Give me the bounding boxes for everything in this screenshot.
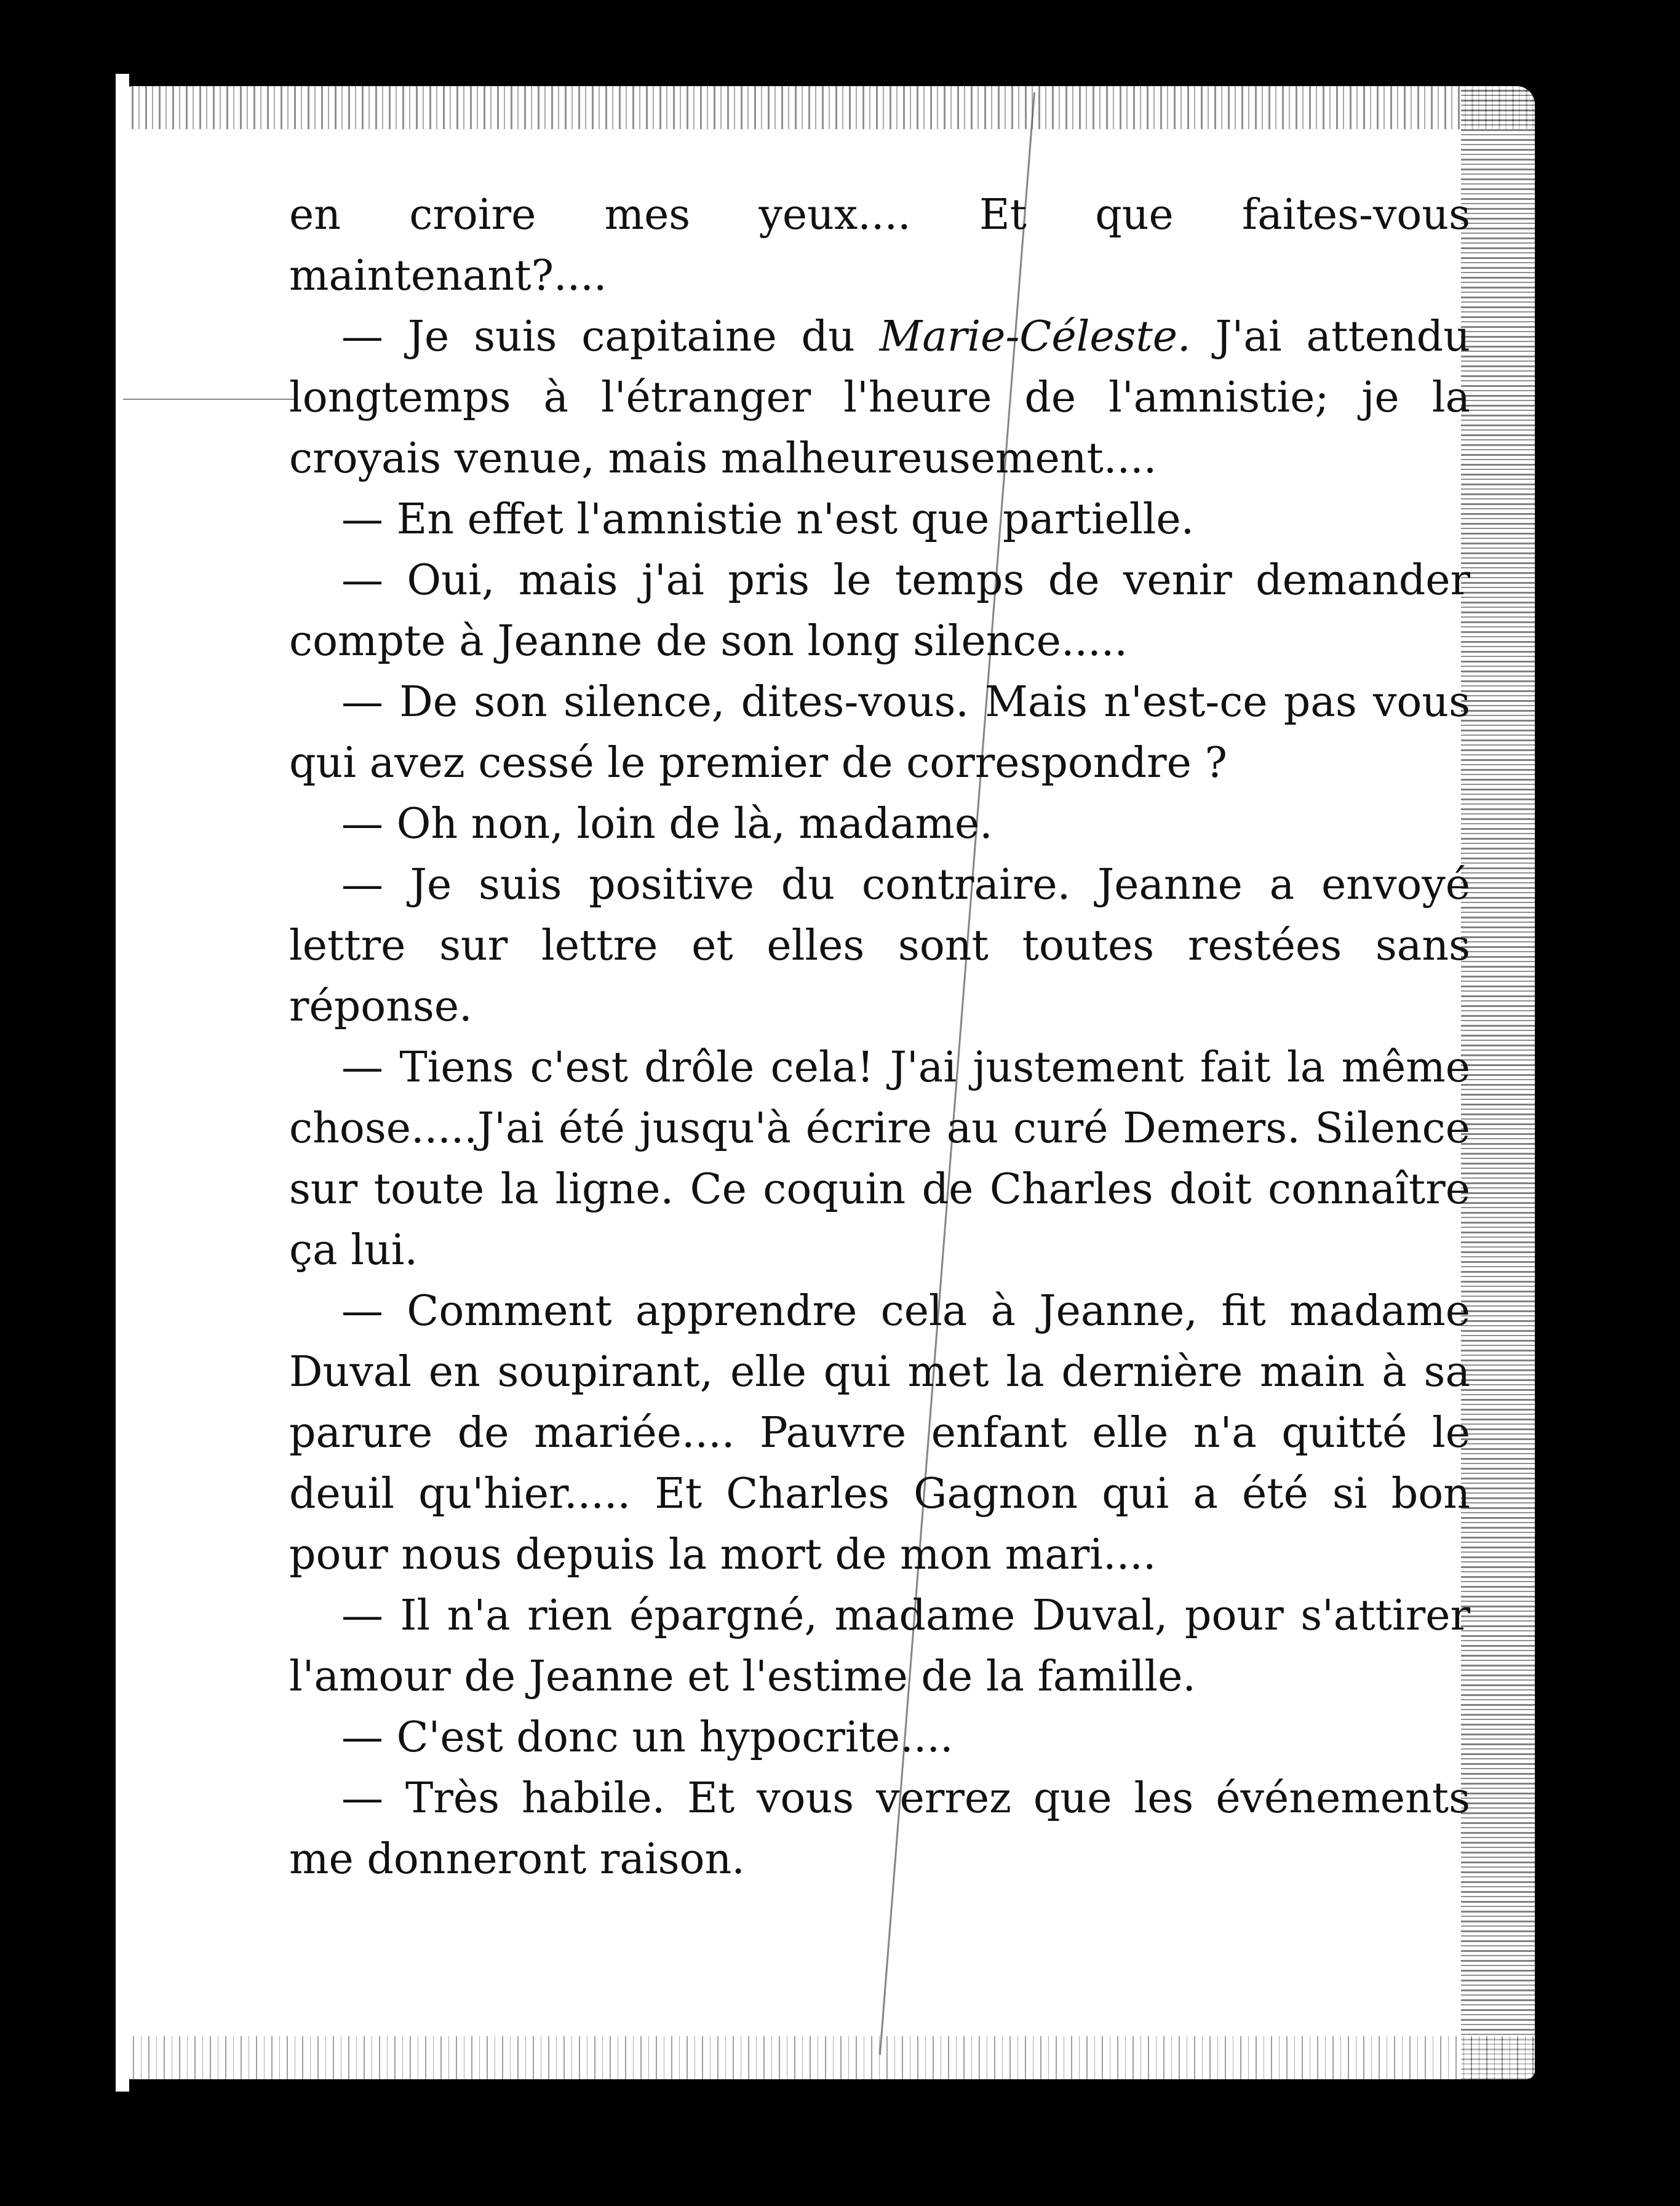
paragraph-text: — Il n'a rien épargné, madame Duval, pour s'attirer l'amour de Jeanne et l'estime de la famille. bbox=[289, 1591, 1470, 1701]
paragraph bbox=[289, 854, 1470, 1037]
paragraph bbox=[289, 550, 1470, 672]
paragraph-text: — En effet l'amnistie n'est que partielle. bbox=[341, 495, 1195, 544]
bottom-edge-damage bbox=[126, 2036, 1535, 2079]
paragraph bbox=[289, 672, 1470, 794]
paragraph bbox=[289, 306, 1470, 489]
paragraph-text: — Oui, mais j'ai pris le temps de venir demander compte à Jeanne de son long silence..... bbox=[289, 556, 1470, 666]
margin-rule-line bbox=[123, 399, 295, 400]
paragraph-text: — C'est donc un hypocrite.... bbox=[341, 1713, 953, 1762]
paragraph bbox=[289, 1707, 1470, 1768]
paragraph-text: — Oh non, loin de là, madame. bbox=[341, 800, 993, 848]
paragraph-text: — Tiens c'est drôle cela! J'ai justement fait la même chose.....J'ai été jusqu'à écrire au curé Demers. Silence sur toute la ligne. Ce coquin de Charles doit connaître ça lui. bbox=[289, 1043, 1470, 1275]
paragraph-text: — De son silence, dites-vous. Mais n'est-ce pas vous qui avez cessé le premier de correspondre ? bbox=[289, 678, 1470, 787]
paragraph bbox=[289, 1585, 1470, 1707]
ship-name: Marie-Céleste. bbox=[879, 313, 1191, 361]
paragraph-text: — Très habile. Et vous verrez que les événements me donneront raison. bbox=[289, 1774, 1470, 1884]
paragraph-text: J'ai attendu longtemps à l'étranger l'heure de l'amnistie; je la croyais venue, mais malheureusement.... bbox=[289, 313, 1471, 483]
paragraph bbox=[289, 794, 1470, 854]
paragraph bbox=[289, 1281, 1470, 1585]
paragraph-text: en croire mes yeux.... Et que faites-vous maintenant?.... bbox=[289, 191, 1470, 300]
paragraph bbox=[289, 489, 1470, 550]
right-edge-damage bbox=[1461, 86, 1535, 2079]
page-text bbox=[289, 185, 1470, 1890]
top-edge-damage bbox=[126, 86, 1535, 129]
paragraph-continuation bbox=[289, 185, 1470, 306]
paragraph-text: — Comment apprendre cela à Jeanne, fit madame Duval en soupirant, elle qui met la dernière main à sa parure de mariée.... Pauvre enfant elle n'a quitté le deuil qu'hier..... Et Charles Gagnon qui a été si bon pour nous depuis la mort de mon mari.... bbox=[289, 1287, 1470, 1579]
paragraph bbox=[289, 1768, 1470, 1890]
paragraph bbox=[289, 1037, 1470, 1281]
paragraph-text: — Je suis positive du contraire. Jeanne a envoyé lettre sur lettre et elles sont toutes restées sans réponse. bbox=[289, 861, 1470, 1031]
paragraph-text: — Je suis capitaine du bbox=[341, 313, 880, 361]
